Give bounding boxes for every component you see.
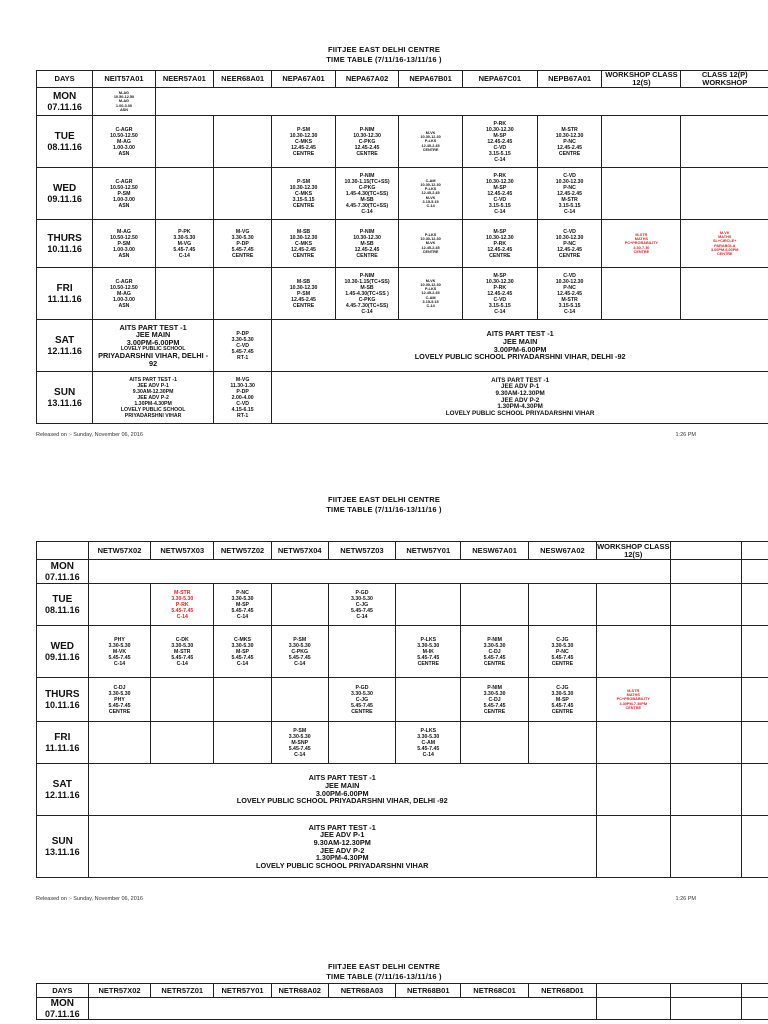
empty-slot: [328, 722, 396, 764]
day-cell: [37, 88, 93, 116]
day-cell: [37, 584, 89, 626]
col-days: DAYS: [37, 984, 89, 998]
header-row: [37, 542, 768, 560]
empty-slot: [214, 722, 272, 764]
class-slot: P-PK 3.30-5.30 M-VG 5.45-7.45 C-14: [155, 220, 213, 268]
class-slot: C-VD 10.30-12.30 P-NC 12.45-2.45 M-STR 3.15-5.15 C-14: [537, 168, 602, 220]
day-name: FRI: [54, 731, 71, 743]
col-workshop: WORKSHOP CLASS 12(S): [602, 71, 681, 88]
day-name: MON: [52, 90, 77, 102]
col-batch: NETW57X02: [88, 542, 151, 560]
workshop-slot: M-STR MATHS PC+PROBABILITY 4.30-7.30 CENTRE: [602, 220, 681, 268]
day-name: MON: [50, 997, 74, 1009]
col-workshop: CLASS 12(P) WORKSHOP: [681, 71, 768, 88]
col-batch: NETR68C01: [461, 984, 529, 998]
empty-slot: [528, 584, 596, 626]
empty-slot: [151, 722, 214, 764]
class-slot: P-NC 3.30-5.30 M-SP 5.45-7.45 C-14: [214, 584, 272, 626]
day-date: 09.11.16: [47, 193, 82, 204]
empty-slot: [741, 584, 768, 626]
empty-slot: [271, 584, 328, 626]
empty-slot: [741, 560, 768, 584]
row-fri: [37, 722, 768, 764]
timetable-3: [36, 983, 768, 1020]
day-cell: [37, 268, 93, 320]
exam-address: PRIYADARSHNI VIHAR, DELHI - 92: [98, 351, 209, 368]
page-header-1: [0, 45, 768, 65]
class-slot: M-VK 10.30-12.30 P-LKS 12.45-2.45 C-AM 3.15-5.15 C-14: [399, 268, 463, 320]
class-slot: C-AGR 10.50-12.50 M-AG 1.00-3.00 ASN: [93, 116, 155, 168]
class-slot: P-SM 10.30-12.30 C-MKS 3.15-5.15 CENTRE: [272, 168, 336, 220]
class-slot: P-GD 3.30-5.30 C-JG 5.45-7.45 C-14: [328, 584, 396, 626]
row-wed: [37, 168, 768, 220]
day-date: 08.11.16: [45, 604, 80, 615]
row-sat: [37, 320, 768, 372]
empty-slot: [741, 722, 768, 764]
class-slot: C-DK 3.30-5.30 M-STR 5.45-7.45 C-14: [151, 626, 214, 678]
day-date: 07.11.16: [47, 101, 82, 112]
class-slot: P-LKS 3.30-5.30 M-IK 5.45-7.45 CENTRE: [396, 626, 461, 678]
day-cell: [37, 168, 93, 220]
day-name: THURS: [47, 232, 82, 244]
row-thurs: [37, 678, 768, 722]
class-slot: P-SM 10.30-12.30 C-MKS 12.45-2.45 CENTRE: [272, 116, 336, 168]
col-batch: NEPA67C01: [462, 71, 537, 88]
empty-slot: [214, 678, 272, 722]
empty-slot: [528, 722, 596, 764]
row-fri: [37, 268, 768, 320]
class-slot: P-NIM 10.30-12.30 C-PKG 12.45-2.45 CENTRE: [335, 116, 399, 168]
col-batch: NETW57Z03: [328, 542, 396, 560]
page-header-2: [0, 495, 768, 515]
empty-slot: [155, 268, 213, 320]
empty-slot: [741, 678, 768, 722]
row-tue: [37, 584, 768, 626]
col-empty: [596, 984, 670, 998]
col-batch: NETW57Y01: [396, 542, 461, 560]
day-name: TUE: [52, 593, 73, 605]
timetable-title: TIME TABLE (7/11/16-13/11/16 ): [326, 55, 442, 64]
row-sun: [37, 816, 768, 878]
timetable-1: [36, 70, 768, 424]
col-empty: [741, 542, 768, 560]
col-batch: NETW57X04: [271, 542, 328, 560]
class-slot: P-LKS 10.30-12.30 M-VK 12.45-2.45 CENTRE: [399, 220, 463, 268]
row-mon: [37, 88, 768, 116]
empty-slot: [213, 168, 271, 220]
empty-slot: [155, 168, 213, 220]
empty-slot: [271, 678, 328, 722]
empty-slot: [602, 116, 681, 168]
col-batch: NEPA67B01: [399, 71, 463, 88]
class-slot: M-SP 10.30-12.30 P-RK 12.45-2.45 CENTRE: [462, 220, 537, 268]
class-slot: P-SM 3.30-5.30 M-SNP 5.45-7.45 C-14: [271, 722, 328, 764]
class-slot: PHY 3.30-5.30 M-VK 5.45-7.45 C-14: [88, 626, 151, 678]
row-mon: [37, 998, 768, 1020]
day-name: THURS: [45, 688, 80, 700]
empty-slot: [88, 998, 596, 1020]
empty-slot: [741, 816, 768, 878]
col-batch: NETR68B01: [396, 984, 461, 998]
day-cell: [37, 626, 89, 678]
empty-slot: [396, 584, 461, 626]
empty-slot: [596, 722, 670, 764]
day-name: TUE: [54, 130, 75, 142]
empty-slot: [741, 626, 768, 678]
centre-title: FIITJEE EAST DELHI CENTRE: [327, 45, 441, 54]
day-date: 13.11.16: [45, 846, 80, 857]
col-batch: NETR57Y01: [214, 984, 272, 998]
col-batch: NEPA67A01: [272, 71, 336, 88]
class-slot: M-STR 3.30-5.30 P-RK 5.45-7.45 C-14: [151, 584, 214, 626]
class-slot: C-AGR 10.50-12.50 M-AG 1.00-3.00 ASN: [93, 268, 155, 320]
empty-slot: [88, 584, 151, 626]
day-cell: [37, 560, 89, 584]
day-cell: [37, 678, 89, 722]
class-slot: P-NIM 3.30-5.30 C-DJ 5.45-7.45 CENTRE: [461, 626, 529, 678]
class-slot: P-LKS 3.30-5.30 C-AM 5.45-7.45 C-14: [396, 722, 461, 764]
col-batch: NETR68A02: [271, 984, 328, 998]
class-slot: C-AGR 10.50-12.50 P-SM 1.00-3.00 ASN: [93, 168, 155, 220]
empty-slot: [681, 116, 768, 168]
col-batch: NEER68A01: [213, 71, 271, 88]
col-batch: NESW67A01: [461, 542, 529, 560]
day-date: 13.11.16: [47, 397, 82, 408]
timetable-title: TIME TABLE (7/11/16-13/11/16 ): [326, 505, 442, 514]
col-batch: NETR57Z01: [151, 984, 214, 998]
col-empty: [670, 984, 741, 998]
empty-slot: [596, 626, 670, 678]
col-batch: NETR68A03: [328, 984, 396, 998]
row-thurs: [37, 220, 768, 268]
day-date: 10.11.16: [45, 699, 80, 710]
row-sat: [37, 764, 768, 816]
class-slot: M-SB 10.30-12.30 C-MKS 12.45-2.45 CENTRE: [272, 220, 336, 268]
empty-slot: [328, 626, 396, 678]
day-cell: [37, 722, 89, 764]
col-days: DAYS: [37, 71, 93, 88]
day-name: MON: [50, 560, 74, 572]
day-cell: [37, 998, 89, 1020]
day-cell: [37, 320, 93, 372]
release-time: 1:26 PM: [675, 896, 696, 902]
workshop-slot: M-VK MATHS SL+CIRCLE+ PARABOLA 3.00PM-6.00PM CENTRE: [681, 220, 768, 268]
class-slot: C-MKS 3.30-5.30 M-SP 5.45-7.45 C-14: [214, 626, 272, 678]
class-slot: P-NIM 3.30-5.30 C-DJ 5.45-7.45 CENTRE: [461, 678, 529, 722]
release-time: 1:26 PM: [675, 432, 696, 438]
release-note: Released on :- Sunday, November 06, 2016: [36, 896, 143, 902]
col-workshop: WORKSHOP CLASS 12(S): [597, 541, 670, 559]
header-row: [37, 984, 768, 998]
header-row: [37, 71, 768, 88]
day-name: SUN: [54, 386, 76, 398]
empty-slot: [596, 998, 670, 1020]
class-slot: M-VG 3.30-5.30 P-DP 5.45-7.45 CENTRE: [213, 220, 271, 268]
day-name: SAT: [54, 334, 75, 346]
col-batch: NETR57X02: [88, 984, 151, 998]
col-batch: NEER57A01: [155, 71, 213, 88]
class-slot: M-AG 10.50-12.50 P-SM 1.00-3.00 ASN: [93, 220, 155, 268]
col-batch: NEPA67A02: [335, 71, 399, 88]
day-cell: [37, 116, 93, 168]
empty-slot: [461, 584, 529, 626]
exam-block: AITS PART TEST -1 JEE ADV P-1 9.30AM-12.30PM JEE ADV P-2 1.30PM-4.30PM LOVELY PUBLIC SCHOOL PRIYADARSHNI VIHAR: [272, 372, 768, 424]
class-slot: M-VG 11.30-1.30 P-DP 2.00-4.00 C-VD 4.15-6.15 RT-1: [213, 372, 271, 424]
empty-slot: [602, 168, 681, 220]
class-slot: C-DJ 3.30-5.30 PHY 5.45-7.45 CENTRE: [88, 678, 151, 722]
col-empty: [741, 984, 768, 998]
day-cell: [37, 816, 89, 878]
empty-slot: [88, 722, 151, 764]
day-cell: [37, 372, 93, 424]
empty-slot: [596, 816, 670, 878]
row-tue: [37, 116, 768, 168]
col-empty: [670, 542, 741, 560]
empty-slot: [151, 678, 214, 722]
col-batch: NESW67A02: [528, 542, 596, 560]
centre-title: FIITJEE EAST DELHI CENTRE: [327, 495, 441, 504]
day-name: FRI: [56, 282, 73, 294]
empty-slot: [396, 678, 461, 722]
row-sun: [37, 372, 768, 424]
day-date: 11.11.16: [47, 293, 82, 304]
empty-slot: [602, 268, 681, 320]
empty-slot: [670, 626, 741, 678]
row-wed: [37, 626, 768, 678]
footer-2: [36, 896, 696, 902]
day-date: 10.11.16: [47, 243, 82, 254]
day-date: 09.11.16: [45, 651, 80, 662]
day-name: SUN: [51, 835, 73, 847]
col-batch: NETR68D01: [528, 984, 596, 998]
empty-slot: [213, 116, 271, 168]
timetable-2: [36, 541, 768, 878]
empty-slot: [670, 560, 741, 584]
empty-slot: [461, 722, 529, 764]
exam-block: [93, 320, 214, 372]
col-batch: NETW57X03: [151, 542, 214, 560]
day-date: 07.11.16: [45, 571, 80, 582]
day-name: SAT: [52, 778, 72, 790]
class-slot: M-SB 10.30-12.30 P-SM 12.45-2.45 CENTRE: [272, 268, 336, 320]
exam-block: AITS PART TEST -1 JEE MAIN 3.00PM-6.00PM LOVELY PUBLIC SCHOOL PRIYADARSHNI VIHAR, DELHI -92: [88, 764, 596, 816]
class-slot: P-NIM 10.30-1.15(TC+SS) C-PKG 1.45-4.30(TC+SS) M-SB 4.45-7.30(TC+SS) C-14: [335, 168, 399, 220]
col-batch: NETW57Z02: [214, 542, 272, 560]
release-note: Released on :- Sunday, November 06, 2016: [36, 432, 143, 438]
class-slot: C-AM 10.30-12.30 P-LKS 12.45-2.45 M-VK 3.15-5.15 C-14: [399, 168, 463, 220]
timetable-title: TIME TABLE (7/11/16-13/11/16 ): [326, 972, 442, 981]
empty-slot: [596, 764, 670, 816]
empty-slot: [670, 998, 741, 1020]
exam-block: AITS PART TEST -1 JEE ADV P-1 9.30AM-12.30PM JEE ADV P-2 1.30PM-4.30PM LOVELY PUBLIC SCHOOL PRIYADARSHNI VIHAR: [93, 372, 214, 424]
empty-slot: [741, 998, 768, 1020]
class-slot: P-SM 3.30-5.30 C-PKG 5.45-7.45 C-14: [271, 626, 328, 678]
day-date: 12.11.16: [45, 789, 80, 800]
empty-slot: [670, 678, 741, 722]
class-slot: P-RK 10.30-12.30 M-SP 12.45-2.45 C-VD 3.15-5.15 C-14: [462, 116, 537, 168]
footer-1: [36, 432, 696, 438]
exam-block: AITS PART TEST -1 JEE MAIN 3.00PM-6.00PM LOVELY PUBLIC SCHOOL PRIYADARSHNI VIHAR, DELHI -92: [272, 320, 768, 372]
exam-block: AITS PART TEST -1 JEE ADV P-1 9.30AM-12.30PM JEE ADV P-2 1.30PM-4.30PM LOVELY PUBLIC SCHOOL PRIYADARSHNI VIHAR: [88, 816, 596, 878]
class-slot: P-GD 3.30-5.30 C-JG 5.45-7.45 CENTRE: [328, 678, 396, 722]
class-slot: P-NIM 10.30-1.15(TC+SS) M-SB 1.45-4.30(TC+SS ) C-PKG 4.45-7.30(TC+SS) C-14: [335, 268, 399, 320]
class-slot: C-JG 3.30-5.30 P-NC 5.45-7.45 CENTRE: [528, 626, 596, 678]
day-date: 11.11.16: [45, 742, 80, 753]
day-cell: [37, 220, 93, 268]
class-slot: P-RK 10.30-12.30 M-SP 12.45-2.45 C-VD 3.15-5.15 C-14: [462, 168, 537, 220]
day-date: 12.11.16: [47, 345, 82, 356]
day-date: 07.11.16: [45, 1008, 80, 1019]
empty-slot: [88, 560, 670, 584]
class-slot: M-STR 10.30-12.30 P-NC 12.45-2.45 CENTRE: [537, 116, 602, 168]
page-header-3: [0, 962, 768, 982]
empty-slot: [670, 584, 741, 626]
empty-slot: [213, 268, 271, 320]
class-slot: P-DP 3.30-5.30 C-VD 5.45-7.45 RT-1: [213, 320, 271, 372]
empty-slot: [681, 268, 768, 320]
day-name: WED: [50, 640, 74, 652]
col-batch: NEIT57A01: [93, 71, 155, 88]
class-slot: M-SP 10.30-12.30 P-RK 12.45-2.45 C-VD 3.15-5.15 C-14: [462, 268, 537, 320]
col-days: [37, 542, 89, 560]
empty-slot: [155, 88, 768, 116]
day-date: 08.11.16: [47, 141, 82, 152]
empty-slot: [670, 816, 741, 878]
empty-slot: [670, 764, 741, 816]
col-batch: NEPB67A01: [537, 71, 602, 88]
empty-slot: [596, 584, 670, 626]
exam-venue: LOVELY PUBLIC SCHOOL: [120, 346, 186, 353]
empty-slot: [681, 168, 768, 220]
day-name: WED: [52, 182, 77, 194]
day-cell: [37, 764, 89, 816]
empty-slot: [155, 116, 213, 168]
row-mon: [37, 560, 768, 584]
centre-title: FIITJEE EAST DELHI CENTRE: [327, 962, 441, 971]
class-slot: P-NIM 10.30-12.30 M-SB 12.45-2.45 CENTRE: [335, 220, 399, 268]
class-slot: M-AG 10.50-12.50 M-AG 1.00-3.00 ASN: [93, 88, 155, 116]
workshop-slot: M-STR MATHS PC+PROBABILITY 4.30PM-7.30PM CENTRE: [596, 678, 670, 722]
class-slot: C-VD 10.30-12.30 P-NC 12.45-2.45 M-STR 3.15-5.15 C-14: [537, 268, 602, 320]
empty-slot: [670, 722, 741, 764]
class-slot: C-VD 10.30-12.30 P-NC 12.45-2.45 CENTRE: [537, 220, 602, 268]
exam-info: AITS PART TEST -1 JEE MAIN 3.00PM-6.00PM: [119, 322, 187, 347]
class-slot: M-VK 10.30-12.30 P-LKS 12.45-2.45 CENTRE: [399, 116, 463, 168]
class-slot: C-JG 3.30-5.30 M-SP 5.45-7.45 CENTRE: [528, 678, 596, 722]
empty-slot: [741, 764, 768, 816]
